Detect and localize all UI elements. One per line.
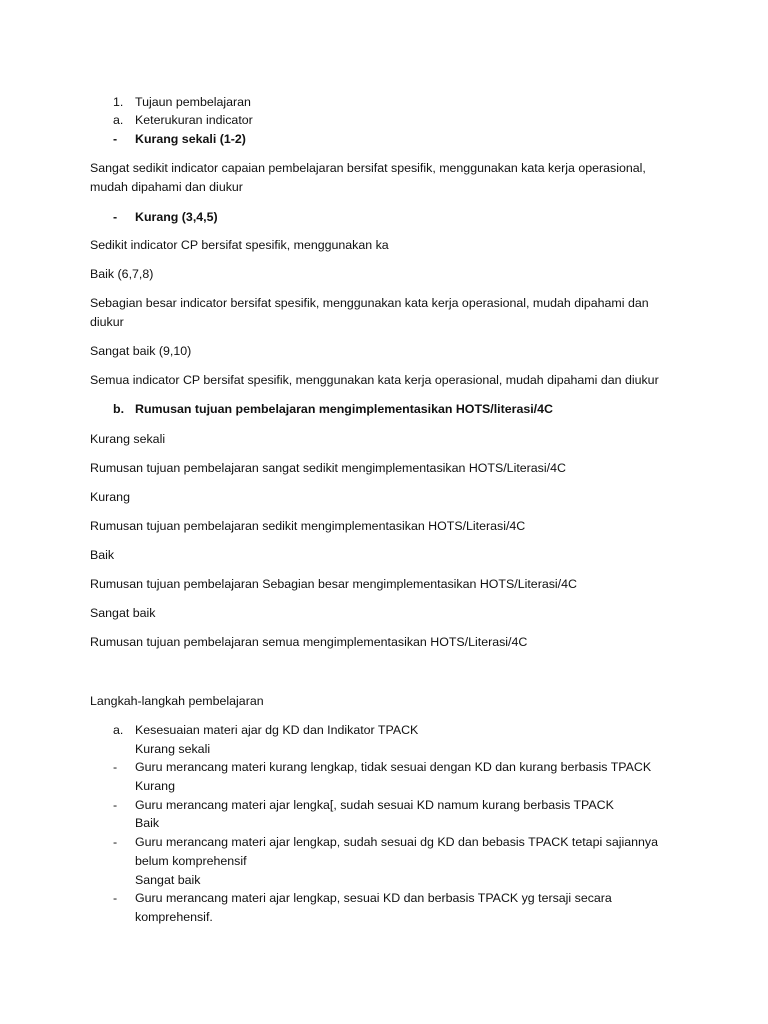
rubric-description: Sedikit indicator CP bersifat spesifik, menggunakan ka [90,238,389,252]
rubric-description: Guru merancang materi kurang lengkap, tidak sesuai dengan KD dan kurang berbasis TPACK [135,760,652,774]
bullet-marker: - [113,891,118,905]
rubric-heading: Baik [90,548,115,562]
rubric-description: Semua indicator CP bersifat spesifik, menggunakan kata kerja operasional, mudah dipahami dan diukur [90,373,659,387]
list-marker: a. [113,723,124,737]
rubric-heading: Sangat baik [135,873,201,887]
rubric-heading: Kurang [135,779,175,793]
rubric-heading: Kurang sekali (1-2) [135,132,246,146]
rubric-heading: Kurang sekali [90,432,166,446]
rubric-heading: Kurang (3,4,5) [135,210,218,224]
rubric-heading: Baik [135,816,160,830]
rubric-description: mudah dipahami dan diukur [90,180,243,194]
bullet-marker: - [113,835,118,849]
list-marker: b. [113,402,125,416]
section-title: Tujaun pembelajaran [135,95,251,109]
bullet-marker: - [113,760,118,774]
subsection-title: Rumusan tujuan pembelajaran mengimplementasikan HOTS/literasi/4C [135,402,553,416]
list-marker: 1. [113,95,124,109]
rubric-heading: Kurang sekali [135,742,211,756]
rubric-description: diukur [90,315,124,329]
bullet-marker: - [113,210,118,224]
rubric-description: Rumusan tujuan pembelajaran sangat sedikit mengimplementasikan HOTS/Literasi/4C [90,461,566,475]
subsection-title: Keterukuran indicator [135,113,253,127]
rubric-description: Guru merancang materi ajar lengka[, sudah sesuai KD namum kurang berbasis TPACK [135,798,614,812]
rubric-heading: Baik (6,7,8) [90,267,154,281]
rubric-description: Guru merancang materi ajar lengkap, sesuai KD dan berbasis TPACK yg tersaji secara [135,891,612,905]
rubric-description: Rumusan tujuan pembelajaran Sebagian besar mengimplementasikan HOTS/Literasi/4C [90,577,577,591]
rubric-heading: Kurang [90,490,130,504]
rubric-description: Sangat sedikit indicator capaian pembelajaran bersifat spesifik, menggunakan kata kerja operasional, [90,161,646,175]
rubric-heading: Sangat baik [90,606,156,620]
rubric-description: Sebagian besar indicator bersifat spesifik, menggunakan kata kerja operasional, mudah dipahami dan [90,296,649,310]
rubric-description: komprehensif. [135,910,213,924]
rubric-heading: Sangat baik (9,10) [90,344,192,358]
rubric-description: belum komprehensif [135,854,247,868]
rubric-description: Guru merancang materi ajar lengkap, sudah sesuai dg KD dan bebasis TPACK tetapi sajiannya [135,835,659,849]
rubric-description: Rumusan tujuan pembelajaran sedikit mengimplementasikan HOTS/Literasi/4C [90,519,526,533]
list-marker: a. [113,113,124,127]
section-title: Langkah-langkah pembelajaran [90,694,264,708]
subsection-title: Kesesuaian materi ajar dg KD dan Indikator TPACK [135,723,419,737]
bullet-marker: - [113,132,118,146]
rubric-description: Rumusan tujuan pembelajaran semua mengimplementasikan HOTS/Literasi/4C [90,635,528,649]
bullet-marker: - [113,798,118,812]
